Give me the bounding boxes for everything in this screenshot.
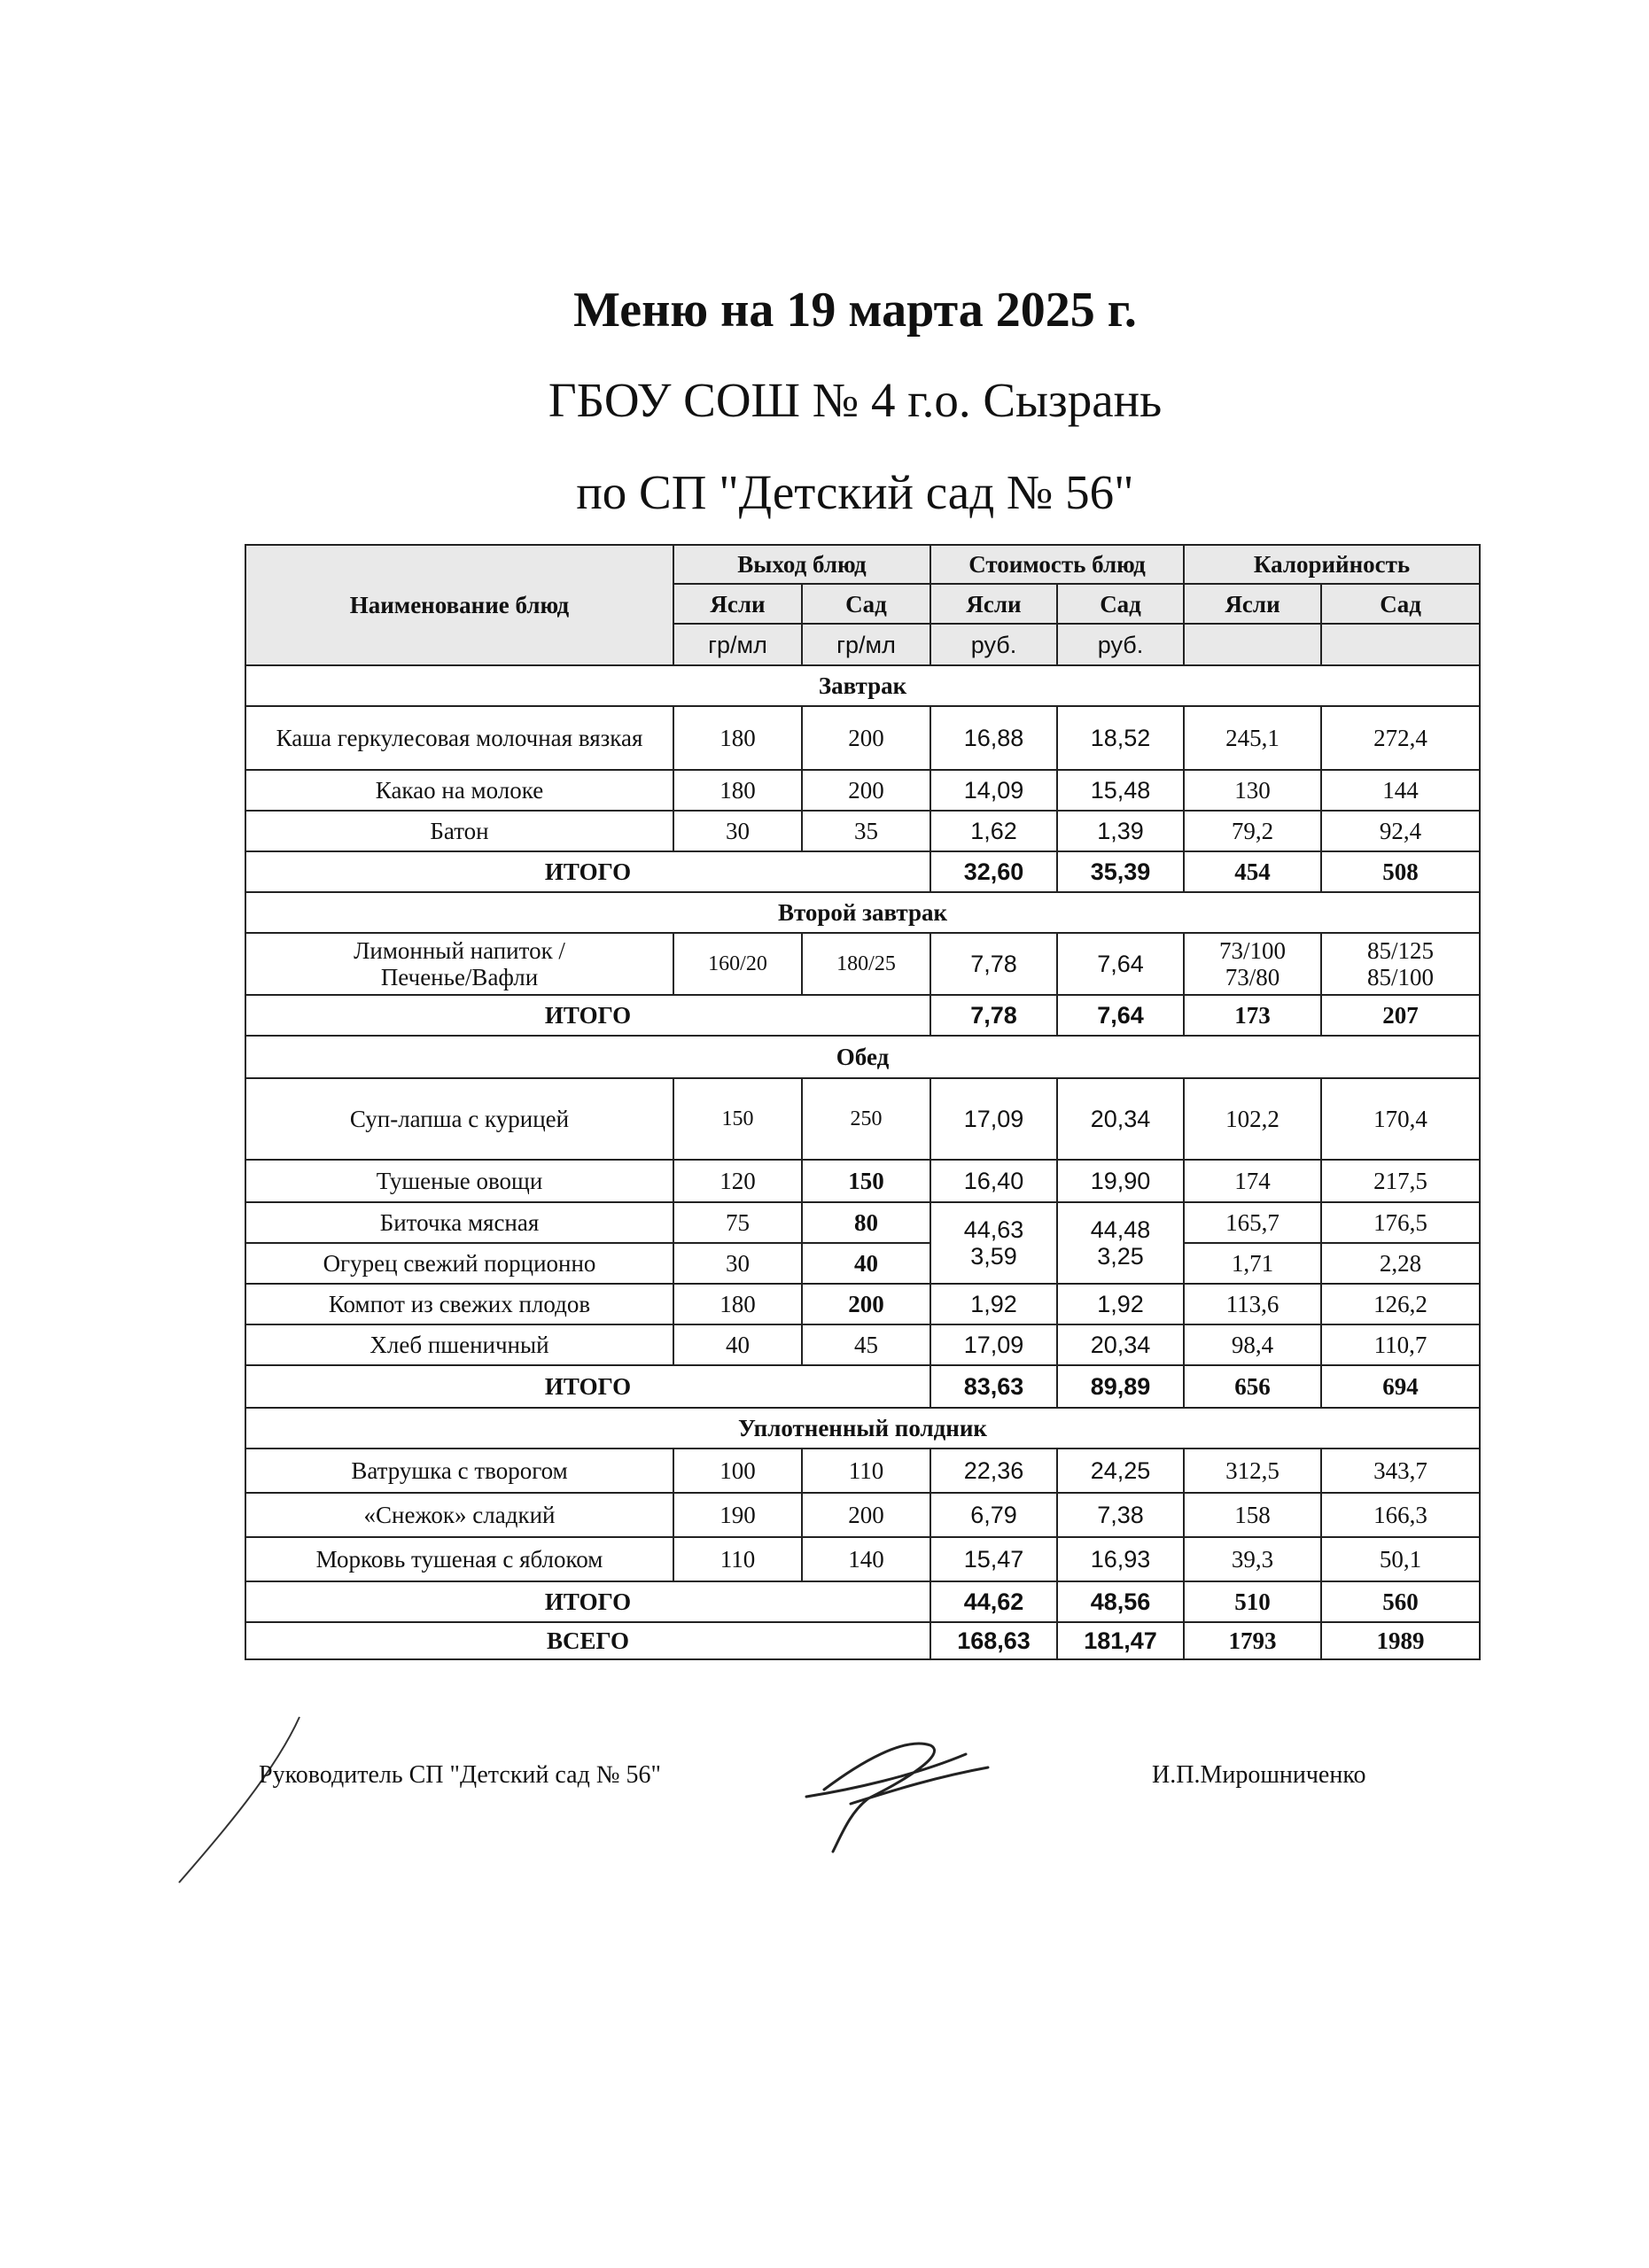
sub-nursery: Ясли	[673, 584, 802, 624]
cell-yield: 110	[673, 1537, 802, 1581]
cell-yield: 45	[802, 1324, 930, 1365]
unit-cell: гр/мл	[802, 624, 930, 665]
table-row	[245, 1493, 1480, 1537]
dish-name: Ватрушка с творогом	[245, 1449, 673, 1493]
dish-name: Огурец свежий порционно	[245, 1243, 673, 1284]
total-calories: 207	[1321, 995, 1480, 1036]
cell-cost: 16,88	[930, 706, 1057, 770]
total-cost: 7,78	[930, 995, 1057, 1036]
cell-calories: 98,4	[1184, 1324, 1321, 1365]
cell-cost: 1,92	[1057, 1284, 1184, 1324]
cell-calories: 174	[1184, 1160, 1321, 1202]
calories-line: 73/80	[1225, 964, 1280, 990]
table-row	[245, 933, 1480, 995]
header-row-groups	[245, 545, 1480, 584]
grand-total-cost: 168,63	[930, 1622, 1057, 1659]
cell-yield: 35	[802, 811, 930, 851]
cell-cost: 16,93	[1057, 1537, 1184, 1581]
table-row	[245, 1078, 1480, 1160]
dish-name-line: Печенье/Вафли	[380, 964, 539, 990]
handwritten-signature	[797, 1728, 1001, 1860]
unit-cell	[1321, 624, 1480, 665]
cell-cost: 18,52	[1057, 706, 1184, 770]
total-label: ИТОГО	[245, 1365, 930, 1408]
section-row	[245, 665, 1480, 706]
cell-calories: 312,5	[1184, 1449, 1321, 1493]
grand-total-row	[245, 1622, 1480, 1659]
cell-calories: 343,7	[1321, 1449, 1480, 1493]
cell-calories	[1321, 933, 1480, 995]
cell-yield: 180/25	[802, 933, 930, 995]
cell-yield: 100	[673, 1449, 802, 1493]
cost-line: 44,63	[963, 1216, 1024, 1243]
table-row	[245, 1449, 1480, 1493]
cell-yield: 75	[673, 1202, 802, 1243]
total-cost: 32,60	[930, 851, 1057, 892]
header-output: Выход блюд	[673, 545, 930, 584]
cell-calories: 245,1	[1184, 706, 1321, 770]
signatory-name: И.П.Мирошниченко	[1152, 1761, 1366, 1789]
cell-cost: 1,92	[930, 1284, 1057, 1324]
table-row	[245, 1243, 1480, 1284]
total-row	[245, 1365, 1480, 1408]
total-label: ИТОГО	[245, 995, 930, 1036]
cell-cost	[930, 1202, 1057, 1284]
grand-total-cost: 181,47	[1057, 1622, 1184, 1659]
section-row	[245, 1408, 1480, 1449]
unit-cell	[1184, 624, 1321, 665]
cell-yield: 160/20	[673, 933, 802, 995]
cell-calories	[1184, 933, 1321, 995]
cell-yield: 140	[802, 1537, 930, 1581]
cell-cost: 15,47	[930, 1537, 1057, 1581]
cell-cost: 15,48	[1057, 770, 1184, 811]
header-dish-name: Наименование блюд	[245, 545, 673, 665]
document-header	[0, 266, 1649, 539]
section-title: Завтрак	[245, 665, 1480, 706]
sub-garden: Сад	[802, 584, 930, 624]
cell-cost: 1,62	[930, 811, 1057, 851]
dish-name: «Снежок» сладкий	[245, 1493, 673, 1537]
table-row	[245, 1537, 1480, 1581]
cell-calories: 79,2	[1184, 811, 1321, 851]
total-calories: 694	[1321, 1365, 1480, 1408]
unit-cell: гр/мл	[673, 624, 802, 665]
signatory-position: Руководитель СП "Детский сад № 56"	[259, 1761, 661, 1789]
cell-calories: 110,7	[1321, 1324, 1480, 1365]
section-title: Второй завтрак	[245, 892, 1480, 933]
cell-yield: 150	[802, 1160, 930, 1202]
total-calories: 508	[1321, 851, 1480, 892]
cell-calories: 170,4	[1321, 1078, 1480, 1160]
cell-yield: 30	[673, 1243, 802, 1284]
cost-line: 3,59	[970, 1243, 1017, 1270]
total-cost: 89,89	[1057, 1365, 1184, 1408]
cell-yield: 200	[802, 770, 930, 811]
total-cost: 44,62	[930, 1581, 1057, 1622]
header-calories: Калорийность	[1184, 545, 1480, 584]
total-calories: 173	[1184, 995, 1321, 1036]
cell-calories: 165,7	[1184, 1202, 1321, 1243]
cell-yield: 180	[673, 770, 802, 811]
cell-calories: 50,1	[1321, 1537, 1480, 1581]
organization-name: ГБОУ СОШ № 4 г.о. Сызрань	[548, 373, 1163, 427]
dish-name: Компот из свежих плодов	[245, 1284, 673, 1324]
total-label: ИТОГО	[245, 851, 930, 892]
total-calories: 510	[1184, 1581, 1321, 1622]
table-row	[245, 1324, 1480, 1365]
cell-yield: 80	[802, 1202, 930, 1243]
table-row	[245, 1202, 1480, 1243]
cell-calories: 2,28	[1321, 1243, 1480, 1284]
total-calories: 454	[1184, 851, 1321, 892]
cell-cost: 16,40	[930, 1160, 1057, 1202]
cell-calories: 113,6	[1184, 1284, 1321, 1324]
calories-line: 85/125	[1367, 937, 1435, 964]
total-label: ИТОГО	[245, 1581, 930, 1622]
cell-cost: 6,79	[930, 1493, 1057, 1537]
section-title: Обед	[245, 1036, 1480, 1078]
cell-cost: 7,78	[930, 933, 1057, 995]
cell-calories: 39,3	[1184, 1537, 1321, 1581]
cell-yield: 40	[802, 1243, 930, 1284]
cell-calories: 272,4	[1321, 706, 1480, 770]
cell-cost: 20,34	[1057, 1078, 1184, 1160]
cell-calories: 126,2	[1321, 1284, 1480, 1324]
cell-yield: 200	[802, 706, 930, 770]
calories-line: 73/100	[1219, 937, 1287, 964]
cell-yield: 180	[673, 706, 802, 770]
table-row	[245, 1160, 1480, 1202]
cell-cost: 24,25	[1057, 1449, 1184, 1493]
cell-calories: 217,5	[1321, 1160, 1480, 1202]
cell-cost	[1057, 1202, 1184, 1284]
cell-cost: 19,90	[1057, 1160, 1184, 1202]
table-row	[245, 811, 1480, 851]
cell-cost: 7,38	[1057, 1493, 1184, 1537]
cell-cost: 7,64	[1057, 933, 1184, 995]
section-row	[245, 1036, 1480, 1078]
cell-yield: 200	[802, 1493, 930, 1537]
total-calories: 560	[1321, 1581, 1480, 1622]
total-cost: 35,39	[1057, 851, 1184, 892]
cell-calories: 166,3	[1321, 1493, 1480, 1537]
total-row	[245, 995, 1480, 1036]
calories-line: 85/100	[1367, 964, 1435, 990]
dish-name	[245, 933, 673, 995]
dish-name: Батон	[245, 811, 673, 851]
total-cost: 83,63	[930, 1365, 1057, 1408]
unit-cell: руб.	[930, 624, 1057, 665]
table-row	[245, 770, 1480, 811]
dish-name: Хлеб пшеничный	[245, 1324, 673, 1365]
cell-yield: 40	[673, 1324, 802, 1365]
sub-nursery: Ясли	[1184, 584, 1321, 624]
total-row	[245, 1581, 1480, 1622]
table-row	[245, 706, 1480, 770]
menu-table	[245, 544, 1481, 1660]
cell-calories: 176,5	[1321, 1202, 1480, 1243]
unit-cell: руб.	[1057, 624, 1184, 665]
sub-garden: Сад	[1057, 584, 1184, 624]
total-row	[245, 851, 1480, 892]
cell-calories: 130	[1184, 770, 1321, 811]
dish-name-line: Лимонный напиток /	[354, 937, 565, 964]
cell-calories: 144	[1321, 770, 1480, 811]
total-cost: 48,56	[1057, 1581, 1184, 1622]
cell-cost: 22,36	[930, 1449, 1057, 1493]
cell-yield: 30	[673, 811, 802, 851]
cell-yield: 120	[673, 1160, 802, 1202]
cell-yield: 190	[673, 1493, 802, 1537]
dish-name: Суп-лапша с курицей	[245, 1078, 673, 1160]
sub-garden: Сад	[1321, 584, 1480, 624]
cell-cost: 14,09	[930, 770, 1057, 811]
unit-name: по СП "Детский сад № 56"	[576, 465, 1134, 519]
dish-name: Морковь тушеная с яблоком	[245, 1537, 673, 1581]
total-calories: 656	[1184, 1365, 1321, 1408]
grand-total-label: ВСЕГО	[245, 1622, 930, 1659]
cell-calories: 102,2	[1184, 1078, 1321, 1160]
dish-name: Какао на молоке	[245, 770, 673, 811]
dish-name: Биточка мясная	[245, 1202, 673, 1243]
cell-calories: 158	[1184, 1493, 1321, 1537]
sub-nursery: Ясли	[930, 584, 1057, 624]
table-row	[245, 1284, 1480, 1324]
cell-cost: 20,34	[1057, 1324, 1184, 1365]
cell-yield: 110	[802, 1449, 930, 1493]
cell-cost: 17,09	[930, 1078, 1057, 1160]
grand-total-calories: 1989	[1321, 1622, 1480, 1659]
dish-name: Тушеные овощи	[245, 1160, 673, 1202]
section-title: Уплотненный полдник	[245, 1408, 1480, 1449]
pen-stroke-mark	[168, 1710, 310, 1887]
menu-title: Меню на 19 марта 2025 г.	[573, 283, 1137, 338]
cell-yield: 150	[673, 1078, 802, 1160]
header-cost: Стоимость блюд	[930, 545, 1184, 584]
cell-yield: 180	[673, 1284, 802, 1324]
cost-line: 3,25	[1097, 1243, 1144, 1270]
dish-name: Каша геркулесовая молочная вязкая	[245, 706, 673, 770]
total-cost: 7,64	[1057, 995, 1184, 1036]
section-row	[245, 892, 1480, 933]
cost-line: 44,48	[1090, 1216, 1151, 1243]
cell-calories: 1,71	[1184, 1243, 1321, 1284]
cell-calories: 92,4	[1321, 811, 1480, 851]
cell-cost: 17,09	[930, 1324, 1057, 1365]
cell-cost: 1,39	[1057, 811, 1184, 851]
cell-yield: 250	[802, 1078, 930, 1160]
cell-yield: 200	[802, 1284, 930, 1324]
grand-total-calories: 1793	[1184, 1622, 1321, 1659]
